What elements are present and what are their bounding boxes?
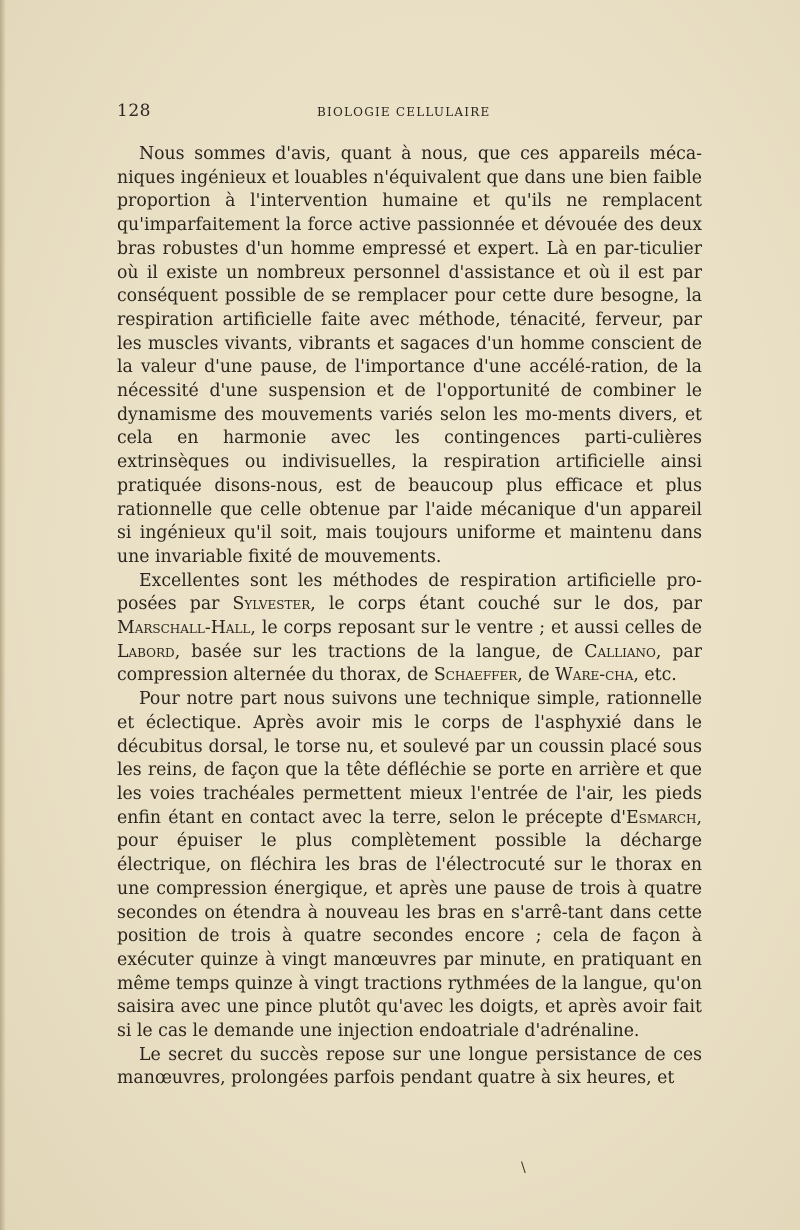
text-segment: , pour épuiser le plus complètement possible la décharge électrique, on fléchira les bras de l'électrocuté sur le thorax en une compression énergique, et après une pause de trois à quatre secondes on étendra à nouveau les bras en s'arrê-tant dans cette position de trois à quatre secondes encore ; cela de façon à exécuter quinze à vingt manœuvres par minute, en pratiquant en même temps quinze à vingt tractions rythmées de la langue, qu'on saisira avec une pince plutôt qu'avec les doigts, et après avoir fait si le cas le demande une injection endoatriale d'adrénaline.	[117, 807, 702, 1042]
running-title: BIOLOGIE CELLULAIRE	[317, 105, 491, 119]
text-segment: , le corps étant couché sur le dos, par	[310, 594, 702, 615]
text-segment: , basée sur les tractions de la langue, de	[174, 641, 585, 662]
paragraph	[117, 688, 702, 1044]
author-name: Schaeffer	[433, 665, 518, 686]
author-name: Labord	[117, 641, 175, 662]
author-name: Sylvester	[232, 594, 311, 615]
text-segment: , etc.	[633, 665, 677, 686]
text-segment: Nous sommes d'avis, quant à nous, que ces appareils méca-niques ingénieux et louables n'équivalent que dans une bien faible proportion à l'intervention humaine et qu'ils ne remplacent qu'imparfaitement la force active passionnée et dévouée des deux bras robustes d'un homme empressé et expert. Là en par-ticulier où il existe un nombreux personnel d'assistance et où il est par conséquent possible de se remplacer pour cette dure besogne, la respiration artificielle faite avec méthode, ténacité, ferveur, par les muscles vivants, vibrants et sagaces d'un homme conscient de la valeur d'une pause, de l'importance d'une accélé-ration, de la nécessité d'une suspension et de l'opportunité de combiner le dynamisme des mouvements variés selon les mo-ments divers, et cela en harmonie avec les contingences parti-culières extrinsèques ou indivisuelles, la respiration artificielle ainsi pratiquée disons-nous, est de beaucoup plus efficace et plus rationnelle que celle obtenue par l'aide mécanique d'un appareil si ingénieux qu'il soit, mais toujours uniforme et maintenu dans une invariable fixité de mouvements.	[117, 144, 702, 567]
body-text	[117, 143, 702, 1091]
text-segment: Excellentes sont les méthodes de respiration artificielle pro-posées par	[117, 570, 702, 615]
author-name: Marschall-Hall	[117, 618, 251, 639]
page-number: 128	[117, 101, 151, 121]
text-segment: Pour notre part nous suivons une technique simple, rationnelle et éclectique. Après avoir mis le corps de l'asphyxié dans le décubitus dorsal, le torse nu, et soulevé par un coussin placé sous les reins, de façon que la tête défléchie se porte en arrière et que les voies trachéales permettent mieux l'entrée de l'air, les pieds enfin étant en contact avec la terre, selon le précepte d'	[117, 689, 702, 828]
paragraph	[117, 1044, 702, 1091]
text-segment: , le corps reposant sur le ventre ; et aussi celles de	[250, 618, 702, 639]
author-name: Esmarch	[626, 807, 697, 828]
paragraph	[117, 570, 702, 689]
page-edge-shadow	[0, 0, 6, 1230]
page-header	[117, 101, 707, 125]
paragraph	[117, 143, 702, 570]
footer-mark: \	[521, 1160, 526, 1176]
text-segment: , de	[517, 665, 556, 686]
text-segment: , par compression alternée du thorax, de	[117, 641, 702, 686]
text-segment: Le secret du succès repose sur une longue persistance de ces manœuvres, prolongées parfois pendant quatre à six heures, et	[117, 1044, 702, 1089]
author-name: Ware-cha	[555, 665, 634, 686]
author-name: Calliano	[584, 641, 656, 662]
